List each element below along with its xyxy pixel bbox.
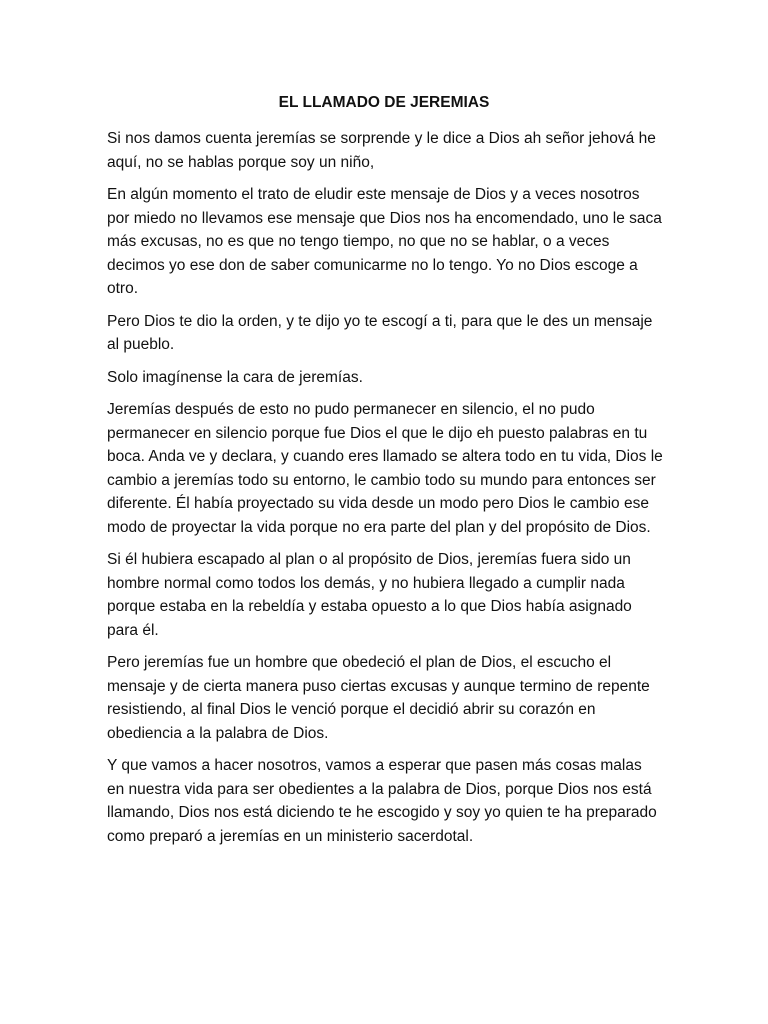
paragraph: Y que vamos a hacer nosotros, vamos a esperar que pasen más cosas malas en nuestra vida para ser obedientes a la palabra de Dios, porque Dios nos está llamando, Dios nos está diciendo te he escogido y soy yo quien te ha preparado como preparó a jeremías en un ministerio sacerdotal.	[107, 757, 657, 845]
paragraph: Si él hubiera escapado al plan o al propósito de Dios, jeremías fuera sido un hombre normal como todos los demás, y no hubiera llegado a cumplir nada porque estaba en la rebeldía y estaba opuesto a lo que Dios había asignado para él.	[107, 551, 632, 639]
paragraph: En algún momento el trato de eludir este mensaje de Dios y a veces nosotros por miedo no llevamos ese mensaje que Dios nos ha encomendado, uno le saca más excusas, no es que no tengo tiempo, no que no se hablar, o a veces decimos yo ese don de saber comunicarme no lo tengo. Yo no Dios escoge a otro.	[107, 186, 662, 297]
document-body	[107, 127, 663, 857]
paragraph: Solo imagínense la cara de jeremías.	[107, 368, 363, 386]
paragraph: Jeremías después de esto no pudo permanecer en silencio, el no pudo permanecer en silencio porque fue Dios el que le dijo eh puesto palabras en tu boca. Anda ve y declara, y cuando eres llamado se altera todo en tu vida, Dios le cambio a jeremías todo su entorno, le cambio todo su mundo para entonces ser diferente. Él había proyectado su vida desde un modo pero Dios le cambio ese modo de proyectar la vida porque no era parte del plan y del propósito de Dios.	[107, 401, 663, 536]
paragraph: Pero jeremías fue un hombre que obedeció el plan de Dios, el escucho el mensaje y de cierta manera puso ciertas excusas y aunque termino de repente resistiendo, al final Dios le venció porque el decidió abrir su corazón en obediencia a la palabra de Dios.	[107, 654, 650, 742]
paragraph: Pero Dios te dio la orden, y te dijo yo te escogí a ti, para que le des un mensaje al pueblo.	[107, 312, 653, 353]
paragraph: Si nos damos cuenta jeremías se sorprende y le dice a Dios ah señor jehová he aquí, no se hablas porque soy un niño,	[107, 130, 656, 171]
document-title: EL LLAMADO DE JEREMIAS	[278, 94, 490, 111]
